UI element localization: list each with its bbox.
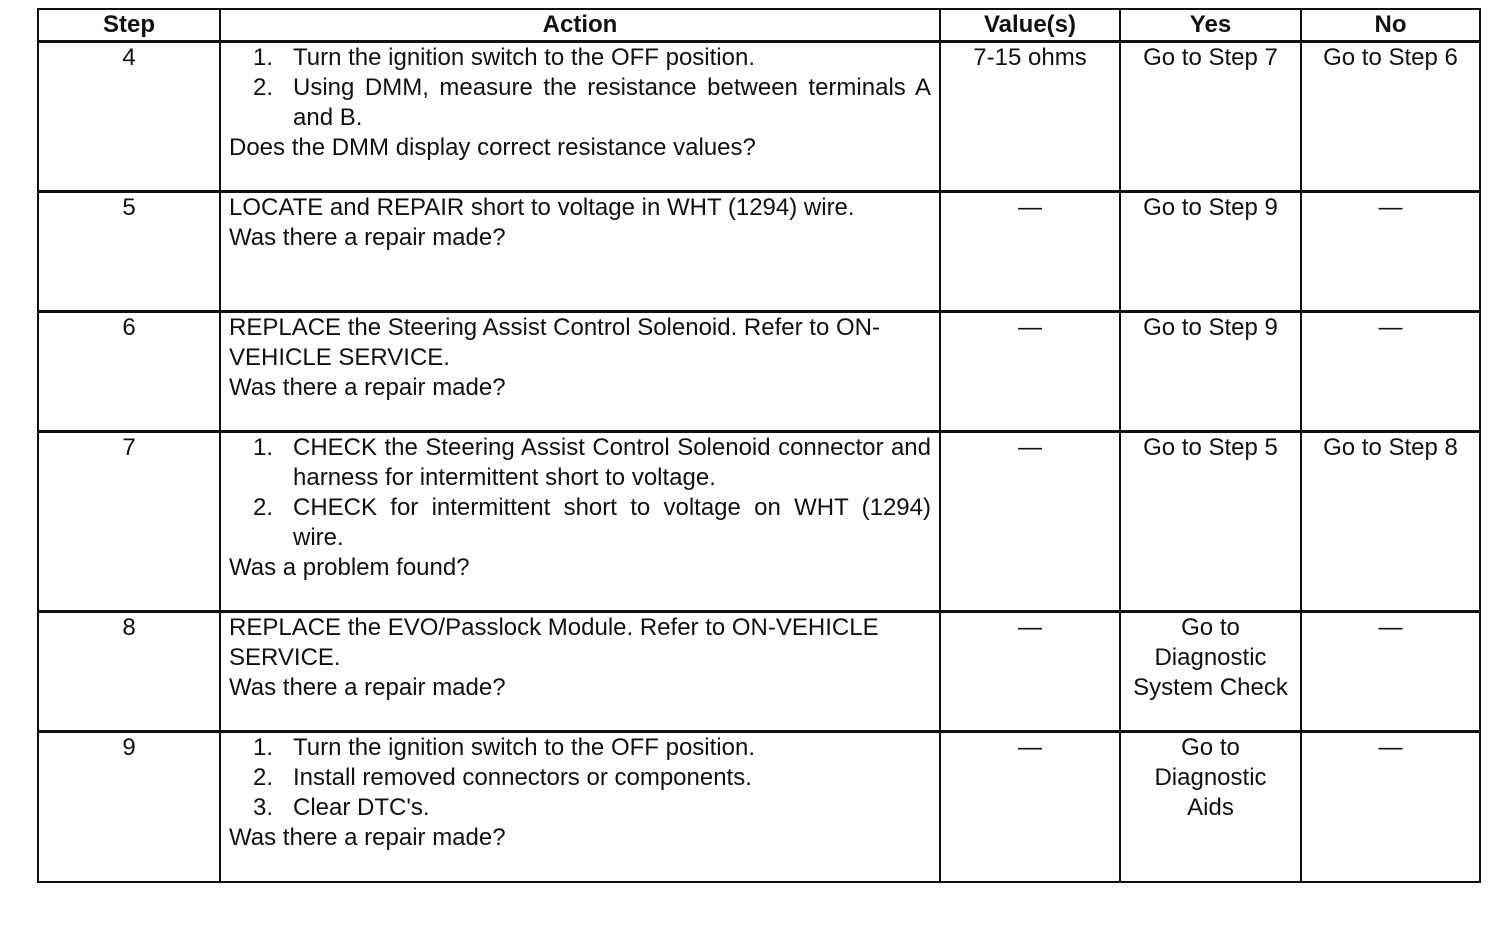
header-row [38, 9, 1480, 42]
action-cell [220, 42, 940, 192]
action-text: REPLACE the Steering Assist Control Solenoid. Refer to ON-VEHICLE SERVICE. [229, 314, 880, 371]
no-cell: Go to Step 6 [1301, 42, 1480, 192]
action-step-item [253, 493, 931, 553]
no-cell: — [1301, 312, 1480, 432]
action-step-item [253, 73, 931, 133]
action-steps [229, 733, 931, 823]
action-question: Was there a repair made? [229, 374, 506, 401]
item-number: 2. [253, 764, 274, 791]
item-text: Turn the ignition switch to the OFF position. [293, 734, 755, 761]
value-cell: 7-15 ohms [940, 42, 1120, 192]
item-number: 1. [253, 734, 274, 761]
action-cell [220, 612, 940, 732]
action-question: Was there a repair made? [229, 674, 506, 701]
action-question: Does the DMM display correct resistance values? [229, 134, 756, 161]
value-cell: — [940, 612, 1120, 732]
table-row [38, 312, 1480, 432]
header-action: Action [220, 9, 940, 42]
item-number: 3. [253, 794, 274, 821]
diagnostic-table [37, 8, 1481, 883]
step-number: 4 [38, 42, 220, 192]
step-number: 7 [38, 432, 220, 612]
item-text: Turn the ignition switch to the OFF position. [293, 44, 755, 71]
no-cell: — [1301, 732, 1480, 882]
action-question: Was there a repair made? [229, 224, 506, 251]
action-cell [220, 312, 940, 432]
item-text: CHECK the Steering Assist Control Solenoid connector and harness for intermittent short to voltage. [293, 434, 931, 491]
value-cell: — [940, 732, 1120, 882]
item-number: 1. [253, 434, 274, 461]
item-number: 2. [253, 494, 274, 521]
yes-cell: Go to Diagnostic System Check [1120, 612, 1301, 732]
item-text: Install removed connectors or components. [293, 764, 752, 791]
table-row [38, 612, 1480, 732]
yes-cell: Go to Step 9 [1120, 192, 1301, 312]
item-number: 2. [253, 74, 274, 101]
item-text: Using DMM, measure the resistance between terminals A and B. [293, 74, 931, 131]
action-steps [229, 433, 931, 553]
header-yes: Yes [1120, 9, 1301, 42]
item-text: CHECK for intermittent short to voltage on WHT (1294) wire. [293, 494, 931, 551]
action-step-item [253, 763, 931, 793]
action-cell [220, 192, 940, 312]
action-cell [220, 432, 940, 612]
action-text: LOCATE and REPAIR short to voltage in WHT (1294) wire. [229, 194, 855, 221]
yes-cell: Go to Diagnostic Aids [1120, 732, 1301, 882]
action-step-item [253, 43, 931, 73]
yes-cell: Go to Step 9 [1120, 312, 1301, 432]
header-values: Value(s) [940, 9, 1120, 42]
table-row [38, 732, 1480, 882]
action-question: Was there a repair made? [229, 824, 506, 851]
action-cell [220, 732, 940, 882]
step-number: 8 [38, 612, 220, 732]
value-cell: — [940, 192, 1120, 312]
no-cell: Go to Step 8 [1301, 432, 1480, 612]
table-row [38, 42, 1480, 192]
value-cell: — [940, 432, 1120, 612]
table-row [38, 432, 1480, 612]
no-cell: — [1301, 612, 1480, 732]
action-question: Was a problem found? [229, 554, 470, 581]
yes-cell: Go to Step 5 [1120, 432, 1301, 612]
action-steps [229, 43, 931, 133]
yes-cell: Go to Step 7 [1120, 42, 1301, 192]
action-step-item [253, 793, 931, 823]
no-cell: — [1301, 192, 1480, 312]
step-number: 9 [38, 732, 220, 882]
item-text: Clear DTC's. [293, 794, 430, 821]
value-cell: — [940, 312, 1120, 432]
action-step-item [253, 433, 931, 493]
header-step: Step [38, 9, 220, 42]
step-number: 6 [38, 312, 220, 432]
action-step-item [253, 733, 931, 763]
action-text: REPLACE the EVO/Passlock Module. Refer to ON-VEHICLE SERVICE. [229, 614, 879, 671]
item-number: 1. [253, 44, 274, 71]
step-number: 5 [38, 192, 220, 312]
header-no: No [1301, 9, 1480, 42]
table-row [38, 192, 1480, 312]
